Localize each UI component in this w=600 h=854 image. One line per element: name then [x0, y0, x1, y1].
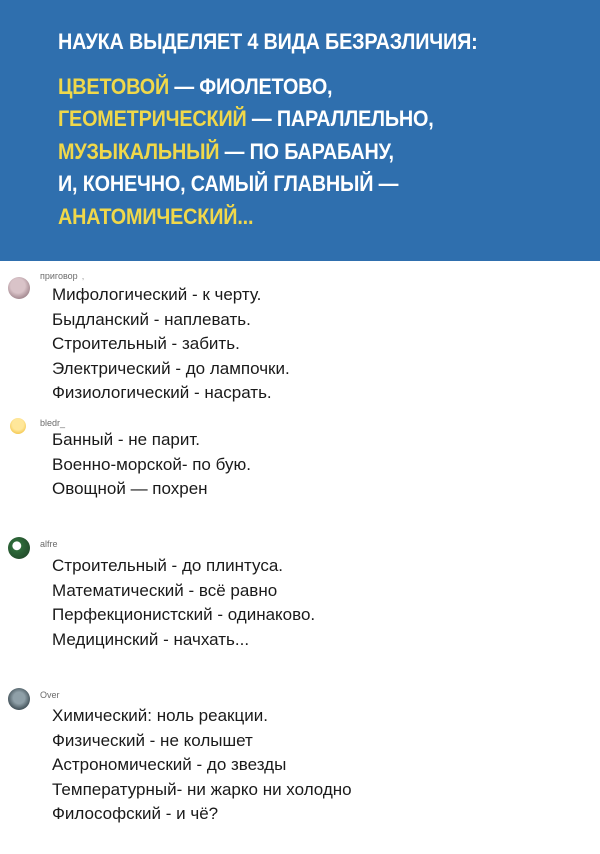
- banner-highlight: АНАТОМИЧЕСКИЙ...: [58, 203, 254, 229]
- comment-body: [52, 428, 251, 502]
- banner-title: НАУКА ВЫДЕЛЯЕТ 4 ВИДА БЕЗРАЗЛИЧИЯ:: [58, 29, 478, 54]
- meme-banner: [0, 0, 600, 261]
- comment-body: [52, 704, 352, 827]
- comment-line: Электрический - до лампочки.: [52, 358, 290, 378]
- banner-text: — ПО БАРАБАНУ,: [219, 138, 394, 164]
- comment-line: Перфекционистский - одинаково.: [52, 605, 316, 624]
- username[interactable]: alfre: [40, 539, 58, 549]
- banner-text: — ПАРАЛЛЕЛЬНО,: [246, 106, 434, 131]
- banner-text: — ФИОЛЕТОВО,: [169, 73, 333, 99]
- username[interactable]: bledr_: [40, 418, 66, 428]
- comment-line: Химический: ноль реакции.: [52, 706, 268, 725]
- comment-line: Быдланский - наплевать.: [52, 309, 251, 329]
- comment-line: Философский - и чё?: [52, 804, 219, 823]
- avatar[interactable]: [8, 537, 30, 559]
- comment-line: Строительный - забить.: [52, 334, 240, 353]
- comment-body: [52, 554, 315, 652]
- banner-highlight: ГЕОМЕТРИЧЕСКИЙ: [58, 106, 247, 131]
- comment-line: Медицинский - начхать...: [52, 629, 250, 649]
- username[interactable]: приговор ,: [40, 271, 85, 281]
- comment-line: Физиологический - насрать.: [52, 383, 272, 402]
- comment-body: [52, 283, 290, 406]
- banner-line-geometric: [58, 103, 535, 136]
- comment-line: Овощной — похрен: [52, 479, 208, 498]
- banner-line-musical: [58, 136, 535, 169]
- avatar[interactable]: [8, 277, 30, 299]
- banner-line-color: [58, 71, 535, 104]
- comments-section: [0, 261, 600, 854]
- username[interactable]: Over: [40, 690, 60, 700]
- comment-line: Астрономический - до звезды: [52, 755, 287, 774]
- banner-line-main: И, КОНЕЧНО, САМЫЙ ГЛАВНЫЙ —: [58, 171, 399, 196]
- comment-line: Мифологический - к черту.: [52, 285, 262, 304]
- comment-line: Военно-морской- по бую.: [52, 454, 251, 474]
- banner-line-anatomical: [58, 201, 535, 234]
- comment-line: Математический - всё равно: [52, 580, 278, 600]
- avatar[interactable]: [10, 418, 26, 434]
- comment-line: Строительный - до плинтуса.: [52, 556, 284, 575]
- banner-highlight: МУЗЫКАЛЬНЫЙ: [58, 138, 220, 164]
- avatar[interactable]: [8, 688, 30, 710]
- banner-highlight: ЦВЕТОВОЙ: [58, 73, 170, 99]
- comment-line: Температурный- ни жарко ни холодно: [52, 779, 352, 799]
- comment-line: Банный - не парит.: [52, 430, 201, 449]
- comment-line: Физический - не колышет: [52, 730, 253, 750]
